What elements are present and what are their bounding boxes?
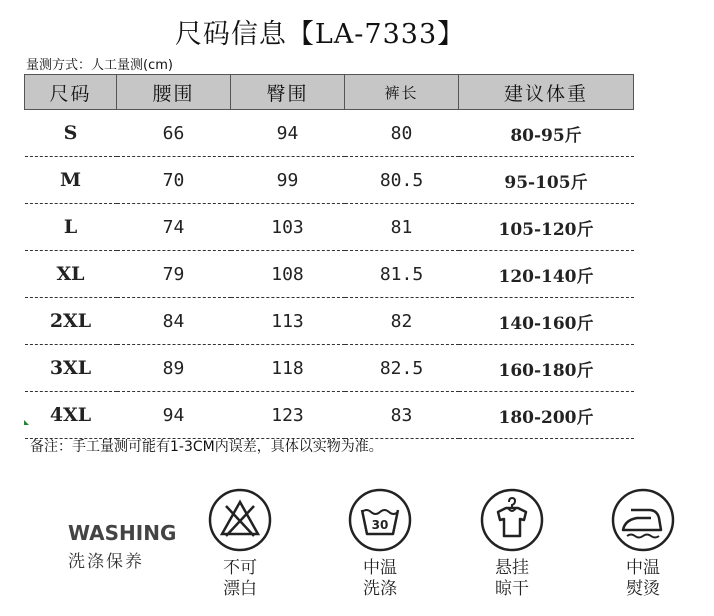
cell-waist: 94	[117, 392, 231, 439]
table-row	[25, 157, 634, 204]
care-iron	[603, 488, 683, 600]
cell-size: L	[25, 204, 117, 251]
table-row	[25, 251, 634, 298]
care-label-line2: 晾干	[495, 579, 529, 599]
cell-weight: 120-140斤	[459, 251, 634, 298]
cell-waist: 74	[117, 204, 231, 251]
page-title: 尺码信息【LA-7333】	[174, 19, 466, 50]
cell-waist: 79	[117, 251, 231, 298]
cell-waist: 70	[117, 157, 231, 204]
care-label-line1: 悬挂	[495, 558, 529, 578]
table-row	[25, 298, 634, 345]
cell-size: 2XL	[25, 298, 117, 345]
cell-hip: 99	[231, 157, 345, 204]
cell-length: 83	[345, 392, 459, 439]
hang-dry-icon	[480, 488, 544, 552]
cell-hip: 118	[231, 345, 345, 392]
cell-size: 3XL	[25, 345, 117, 392]
wash-temperature: 30	[371, 518, 389, 532]
cell-weight: 180-200斤	[459, 392, 634, 439]
cell-length: 81.5	[345, 251, 459, 298]
cell-length: 80.5	[345, 157, 459, 204]
size-table	[24, 74, 634, 439]
table-row	[25, 110, 634, 157]
cell-size: 4XL	[25, 392, 117, 439]
cell-length: 80	[345, 110, 459, 157]
iron-medium-icon	[611, 488, 675, 552]
cell-length: 82.5	[345, 345, 459, 392]
header-waist: 腰围	[117, 75, 231, 110]
care-no-bleach	[200, 488, 280, 600]
corner-marker	[24, 420, 29, 425]
cell-hip: 113	[231, 298, 345, 345]
cell-hip: 108	[231, 251, 345, 298]
header-size: 尺码	[25, 75, 117, 110]
care-label-line2: 漂白	[223, 579, 257, 599]
table-row	[25, 204, 634, 251]
cell-length: 81	[345, 204, 459, 251]
care-label-line1: 中温	[626, 558, 660, 578]
washing-title-cn: 洗涤保养	[68, 552, 144, 572]
table-row	[25, 345, 634, 392]
cell-weight: 105-120斤	[459, 204, 634, 251]
washing-heading	[68, 521, 178, 572]
cell-hip: 103	[231, 204, 345, 251]
cell-hip: 123	[231, 392, 345, 439]
measure-method: 量测方式：人工量测(cm)	[26, 58, 173, 73]
table-row	[25, 392, 634, 439]
header-length: 裤长	[345, 75, 459, 110]
care-label-line1: 中温	[363, 558, 397, 578]
cell-waist: 89	[117, 345, 231, 392]
cell-hip: 94	[231, 110, 345, 157]
cell-size: S	[25, 110, 117, 157]
cell-weight: 160-180斤	[459, 345, 634, 392]
header-hip: 臀围	[231, 75, 345, 110]
cell-size: XL	[25, 251, 117, 298]
cell-waist: 66	[117, 110, 231, 157]
care-hang-dry	[472, 488, 552, 600]
care-label-line2: 洗涤	[363, 579, 397, 599]
table-header-row	[25, 75, 634, 110]
cell-waist: 84	[117, 298, 231, 345]
care-label-line2: 熨烫	[626, 579, 660, 599]
measurement-note: 备注：手工量测可能有1-3CM内误差，具体以实物为准。	[30, 439, 383, 455]
cell-weight: 140-160斤	[459, 298, 634, 345]
header-weight: 建议体重	[459, 75, 634, 110]
no-bleach-icon	[208, 488, 272, 552]
cell-weight: 95-105斤	[459, 157, 634, 204]
cell-length: 82	[345, 298, 459, 345]
care-wash-30	[340, 488, 420, 600]
cell-weight: 80-95斤	[459, 110, 634, 157]
cell-size: M	[25, 157, 117, 204]
washing-title-en: WASHING	[68, 521, 177, 545]
care-label-line1: 不可	[223, 558, 257, 578]
wash-30-icon	[348, 488, 412, 552]
